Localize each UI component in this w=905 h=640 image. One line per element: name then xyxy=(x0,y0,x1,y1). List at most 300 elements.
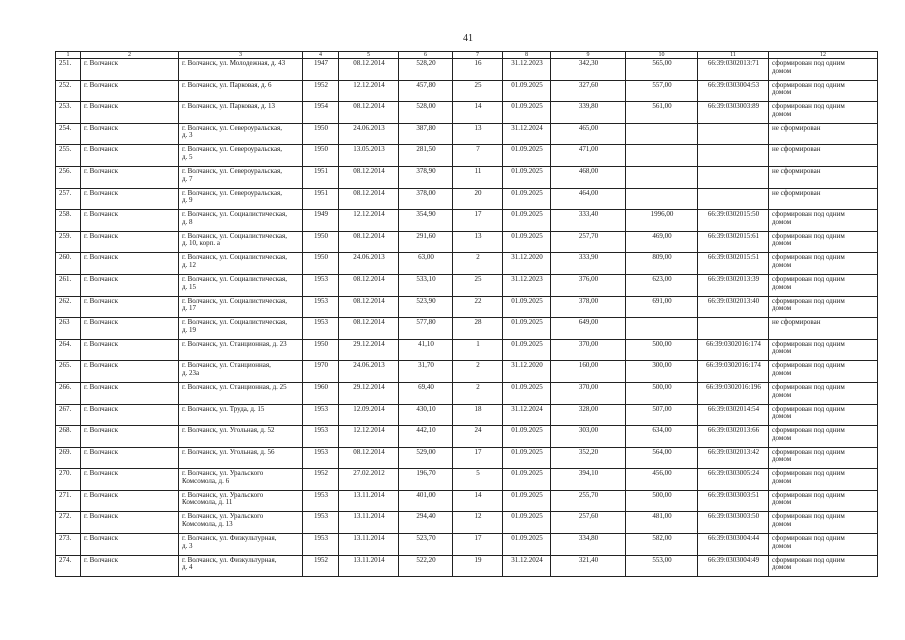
cell-row-number: 254. xyxy=(56,123,81,145)
cell-deadline: 01.09.2025 xyxy=(503,145,551,167)
cell-land-status: не сформирован xyxy=(769,188,878,210)
cell-date: 08.12.2014 xyxy=(339,166,399,188)
cell-row-number: 274. xyxy=(56,555,81,577)
cell-address: г. Волчанск, ул. Североуральская, д. 9 xyxy=(179,188,303,210)
cell-area: 577,80 xyxy=(399,318,453,340)
table-row xyxy=(56,253,878,275)
cell-locality: г. Волчанск xyxy=(81,80,179,102)
cell-row-number: 273. xyxy=(56,534,81,556)
cell-count: 18 xyxy=(453,404,503,426)
cell-locality: г. Волчанск xyxy=(81,555,179,577)
cell-deadline: 01.09.2025 xyxy=(503,339,551,361)
cell-date: 12.12.2014 xyxy=(339,426,399,448)
cell-count: 17 xyxy=(453,447,503,469)
cell-date: 13.11.2014 xyxy=(339,534,399,556)
column-header: 1 xyxy=(56,52,81,59)
cell-row-number: 251. xyxy=(56,59,81,81)
cell-amount: 342,30 xyxy=(551,59,626,81)
cell-locality: г. Волчанск xyxy=(81,318,179,340)
cell-year: 1952 xyxy=(303,469,339,491)
column-header: 7 xyxy=(453,52,503,59)
cell-cadastral-number xyxy=(698,123,769,145)
cell-deadline: 31.12.2024 xyxy=(503,555,551,577)
cell-land-area: 691,00 xyxy=(626,296,698,318)
cell-year: 1953 xyxy=(303,512,339,534)
cell-land-area: 507,00 xyxy=(626,404,698,426)
cell-row-number: 264. xyxy=(56,339,81,361)
cell-land-status: не сформирован xyxy=(769,123,878,145)
cell-address: г. Волчанск, ул. Социалистическая, д. 8 xyxy=(179,210,303,232)
cell-date: 13.11.2014 xyxy=(339,555,399,577)
cell-land-area: 565,00 xyxy=(626,59,698,81)
cell-row-number: 263 xyxy=(56,318,81,340)
cell-deadline: 31.12.2024 xyxy=(503,123,551,145)
cell-locality: г. Волчанск xyxy=(81,210,179,232)
cell-date: 12.12.2014 xyxy=(339,80,399,102)
cell-land-area: 500,00 xyxy=(626,382,698,404)
cell-amount: 255,70 xyxy=(551,490,626,512)
cell-locality: г. Волчанск xyxy=(81,231,179,253)
cell-area: 281,50 xyxy=(399,145,453,167)
column-header: 10 xyxy=(626,52,698,59)
cell-count: 24 xyxy=(453,426,503,448)
cell-address: г. Волчанск, ул. Парковая, д. 13 xyxy=(179,102,303,124)
cell-row-number: 267. xyxy=(56,404,81,426)
cell-year: 1953 xyxy=(303,426,339,448)
cell-year: 1950 xyxy=(303,231,339,253)
cell-area: 457,80 xyxy=(399,80,453,102)
cell-year: 1953 xyxy=(303,296,339,318)
table-row xyxy=(56,426,878,448)
cell-address: г. Волчанск, ул. Угольная, д. 56 xyxy=(179,447,303,469)
cell-count: 14 xyxy=(453,490,503,512)
cell-amount: 328,00 xyxy=(551,404,626,426)
cell-locality: г. Волчанск xyxy=(81,253,179,275)
cell-count: 17 xyxy=(453,534,503,556)
cell-area: 523,70 xyxy=(399,534,453,556)
cell-amount: 649,00 xyxy=(551,318,626,340)
cell-area: 31,70 xyxy=(399,361,453,383)
cell-count: 25 xyxy=(453,80,503,102)
cell-cadastral-number: 66:39:0303004:53 xyxy=(698,80,769,102)
cell-land-status: сформирован под одним домом xyxy=(769,447,878,469)
cell-locality: г. Волчанск xyxy=(81,59,179,81)
cell-count: 17 xyxy=(453,210,503,232)
cell-count: 7 xyxy=(453,145,503,167)
cell-land-status: сформирован под одним домом xyxy=(769,274,878,296)
cell-year: 1960 xyxy=(303,382,339,404)
table-row xyxy=(56,296,878,318)
cell-date: 08.12.2014 xyxy=(339,296,399,318)
cell-cadastral-number: 66:39:0302013:71 xyxy=(698,59,769,81)
cell-land-status: сформирован под одним домом xyxy=(769,296,878,318)
cell-date: 08.12.2014 xyxy=(339,102,399,124)
cell-land-status: сформирован под одним домом xyxy=(769,469,878,491)
cell-deadline: 01.09.2025 xyxy=(503,102,551,124)
cell-date: 08.12.2014 xyxy=(339,447,399,469)
cell-row-number: 266. xyxy=(56,382,81,404)
table-row xyxy=(56,231,878,253)
cell-date: 29.12.2014 xyxy=(339,339,399,361)
cell-locality: г. Волчанск xyxy=(81,512,179,534)
cell-address: г. Волчанск, ул. Социалистическая, д. 15 xyxy=(179,274,303,296)
table-row xyxy=(56,59,878,81)
cell-land-area: 500,00 xyxy=(626,339,698,361)
cell-locality: г. Волчанск xyxy=(81,296,179,318)
cell-land-status: сформирован под одним домом xyxy=(769,490,878,512)
cell-count: 14 xyxy=(453,102,503,124)
table-row xyxy=(56,318,878,340)
cell-locality: г. Волчанск xyxy=(81,145,179,167)
cell-land-area: 469,00 xyxy=(626,231,698,253)
cell-land-area: 564,00 xyxy=(626,447,698,469)
column-header: 12 xyxy=(769,52,878,59)
cell-date: 13.11.2014 xyxy=(339,490,399,512)
cell-land-area xyxy=(626,188,698,210)
cell-count: 25 xyxy=(453,274,503,296)
cell-amount: 333,90 xyxy=(551,253,626,275)
cell-deadline: 31.12.2023 xyxy=(503,59,551,81)
cell-amount: 321,40 xyxy=(551,555,626,577)
cell-land-status: сформирован под одним домом xyxy=(769,534,878,556)
cell-land-status: сформирован под одним домом xyxy=(769,382,878,404)
table-row xyxy=(56,80,878,102)
cell-year: 1953 xyxy=(303,274,339,296)
cell-area: 528,20 xyxy=(399,59,453,81)
cell-deadline: 31.12.2023 xyxy=(503,274,551,296)
table-row xyxy=(56,210,878,232)
cell-cadastral-number: 66:39:0302013:40 xyxy=(698,296,769,318)
cell-cadastral-number xyxy=(698,318,769,340)
cell-deadline: 01.09.2025 xyxy=(503,296,551,318)
column-header: 4 xyxy=(303,52,339,59)
cell-locality: г. Волчанск xyxy=(81,274,179,296)
cell-locality: г. Волчанск xyxy=(81,166,179,188)
cell-land-status: сформирован под одним домом xyxy=(769,339,878,361)
cell-address: г. Волчанск, ул. Молодежная, д. 43 xyxy=(179,59,303,81)
cell-area: 69,40 xyxy=(399,382,453,404)
table-row xyxy=(56,145,878,167)
cell-area: 41,10 xyxy=(399,339,453,361)
table-row xyxy=(56,512,878,534)
cell-deadline: 01.09.2025 xyxy=(503,231,551,253)
cell-cadastral-number: 66:39:0302015:51 xyxy=(698,253,769,275)
cell-count: 5 xyxy=(453,469,503,491)
cell-cadastral-number: 66:39:0303004:44 xyxy=(698,534,769,556)
cell-locality: г. Волчанск xyxy=(81,102,179,124)
cell-date: 08.12.2014 xyxy=(339,59,399,81)
cell-land-area: 500,00 xyxy=(626,490,698,512)
cell-cadastral-number: 66:39:0302013:42 xyxy=(698,447,769,469)
cell-year: 1953 xyxy=(303,318,339,340)
cell-cadastral-number: 66:39:0303003:51 xyxy=(698,490,769,512)
cell-deadline: 31.12.2024 xyxy=(503,404,551,426)
column-header: 2 xyxy=(81,52,179,59)
cell-land-area xyxy=(626,318,698,340)
cell-land-area: 481,00 xyxy=(626,512,698,534)
cell-count: 19 xyxy=(453,555,503,577)
cell-land-status: не сформирован xyxy=(769,145,878,167)
cell-land-status: сформирован под одним домом xyxy=(769,210,878,232)
cell-locality: г. Волчанск xyxy=(81,382,179,404)
table-row xyxy=(56,166,878,188)
cell-count: 20 xyxy=(453,188,503,210)
cell-cadastral-number: 66:39:0302016:196 xyxy=(698,382,769,404)
cell-deadline: 01.09.2025 xyxy=(503,188,551,210)
table-row xyxy=(56,404,878,426)
cell-area: 378,90 xyxy=(399,166,453,188)
cell-date: 12.12.2014 xyxy=(339,210,399,232)
cell-land-area: 809,00 xyxy=(626,253,698,275)
cell-date: 13.05.2013 xyxy=(339,145,399,167)
table-row xyxy=(56,188,878,210)
column-header: 6 xyxy=(399,52,453,59)
cell-row-number: 253. xyxy=(56,102,81,124)
cell-land-area: 582,00 xyxy=(626,534,698,556)
cell-address: г. Волчанск, ул. Североуральская, д. 5 xyxy=(179,145,303,167)
cell-land-status: сформирован под одним домом xyxy=(769,512,878,534)
cell-address: г. Волчанск, ул. Физкультурная, д. 4 xyxy=(179,555,303,577)
column-number-row xyxy=(56,52,878,59)
cell-date: 08.12.2014 xyxy=(339,231,399,253)
cell-date: 08.12.2014 xyxy=(339,318,399,340)
cell-land-status: сформирован под одним домом xyxy=(769,231,878,253)
cell-area: 430,10 xyxy=(399,404,453,426)
cell-amount: 352,20 xyxy=(551,447,626,469)
table-row xyxy=(56,123,878,145)
cell-amount: 160,00 xyxy=(551,361,626,383)
cell-year: 1950 xyxy=(303,253,339,275)
cell-deadline: 01.09.2025 xyxy=(503,490,551,512)
cell-amount: 303,00 xyxy=(551,426,626,448)
cell-count: 28 xyxy=(453,318,503,340)
cell-row-number: 271. xyxy=(56,490,81,512)
cell-amount: 471,00 xyxy=(551,145,626,167)
table-row xyxy=(56,469,878,491)
cell-row-number: 256. xyxy=(56,166,81,188)
cell-deadline: 01.09.2025 xyxy=(503,447,551,469)
cell-deadline: 01.09.2025 xyxy=(503,80,551,102)
cell-cadastral-number: 66:39:0303004:49 xyxy=(698,555,769,577)
cell-year: 1951 xyxy=(303,188,339,210)
cell-amount: 257,60 xyxy=(551,512,626,534)
cell-locality: г. Волчанск xyxy=(81,339,179,361)
cell-land-area xyxy=(626,123,698,145)
table-row xyxy=(56,447,878,469)
page-number: 41 xyxy=(463,33,473,44)
housing-register-table xyxy=(55,51,878,577)
cell-address: г. Волчанск, ул. Станционная, д. 23 xyxy=(179,339,303,361)
cell-address: г. Волчанск, ул. Североуральская, д. 7 xyxy=(179,166,303,188)
cell-deadline: 01.09.2025 xyxy=(503,210,551,232)
cell-date: 08.12.2014 xyxy=(339,188,399,210)
table-row xyxy=(56,534,878,556)
cell-address: г. Волчанск, ул. Труда, д. 15 xyxy=(179,404,303,426)
cell-locality: г. Волчанск xyxy=(81,426,179,448)
cell-row-number: 272. xyxy=(56,512,81,534)
table-row xyxy=(56,361,878,383)
cell-year: 1954 xyxy=(303,102,339,124)
cell-cadastral-number xyxy=(698,166,769,188)
cell-area: 196,70 xyxy=(399,469,453,491)
cell-date: 24.06.2013 xyxy=(339,361,399,383)
cell-land-status: сформирован под одним домом xyxy=(769,555,878,577)
cell-row-number: 270. xyxy=(56,469,81,491)
cell-year: 1970 xyxy=(303,361,339,383)
cell-address: г. Волчанск, ул. Уральского Комсомола, д. 11 xyxy=(179,490,303,512)
cell-row-number: 257. xyxy=(56,188,81,210)
cell-area: 291,60 xyxy=(399,231,453,253)
cell-land-area: 634,00 xyxy=(626,426,698,448)
cell-cadastral-number: 66:39:0302015:50 xyxy=(698,210,769,232)
cell-date: 27.02.2012 xyxy=(339,469,399,491)
cell-deadline: 01.09.2025 xyxy=(503,382,551,404)
cell-count: 13 xyxy=(453,231,503,253)
cell-land-status: сформирован под одним домом xyxy=(769,253,878,275)
cell-date: 12.09.2014 xyxy=(339,404,399,426)
table-row xyxy=(56,339,878,361)
cell-address: г. Волчанск, ул. Угольная, д. 52 xyxy=(179,426,303,448)
cell-land-area: 456,00 xyxy=(626,469,698,491)
cell-row-number: 260. xyxy=(56,253,81,275)
column-header: 5 xyxy=(339,52,399,59)
cell-address: г. Волчанск, ул. Станционная, д. 23а xyxy=(179,361,303,383)
cell-count: 1 xyxy=(453,339,503,361)
cell-count: 2 xyxy=(453,361,503,383)
cell-land-status: сформирован под одним домом xyxy=(769,426,878,448)
table-row xyxy=(56,102,878,124)
cell-cadastral-number: 66:39:0303003:89 xyxy=(698,102,769,124)
cell-area: 63,00 xyxy=(399,253,453,275)
cell-address: г. Волчанск, ул. Физкультурная, д. 3 xyxy=(179,534,303,556)
column-header: 8 xyxy=(503,52,551,59)
cell-row-number: 261. xyxy=(56,274,81,296)
cell-amount: 333,40 xyxy=(551,210,626,232)
cell-land-status: сформирован под одним домом xyxy=(769,59,878,81)
cell-deadline: 01.09.2025 xyxy=(503,166,551,188)
cell-count: 2 xyxy=(453,382,503,404)
cell-count: 12 xyxy=(453,512,503,534)
cell-amount: 334,80 xyxy=(551,534,626,556)
cell-locality: г. Волчанск xyxy=(81,469,179,491)
cell-address: г. Волчанск, ул. Уральского Комсомола, д. 6 xyxy=(179,469,303,491)
cell-land-status: не сформирован xyxy=(769,318,878,340)
cell-cadastral-number: 66:39:0302013:66 xyxy=(698,426,769,448)
cell-cadastral-number xyxy=(698,145,769,167)
cell-area: 354,90 xyxy=(399,210,453,232)
cell-deadline: 01.09.2025 xyxy=(503,426,551,448)
cell-year: 1950 xyxy=(303,123,339,145)
cell-deadline: 01.09.2025 xyxy=(503,469,551,491)
cell-year: 1949 xyxy=(303,210,339,232)
cell-amount: 394,10 xyxy=(551,469,626,491)
cell-count: 16 xyxy=(453,59,503,81)
cell-deadline: 01.09.2025 xyxy=(503,534,551,556)
table-row xyxy=(56,382,878,404)
cell-locality: г. Волчанск xyxy=(81,534,179,556)
cell-land-area: 561,00 xyxy=(626,102,698,124)
cell-area: 378,00 xyxy=(399,188,453,210)
cell-locality: г. Волчанск xyxy=(81,404,179,426)
cell-amount: 376,00 xyxy=(551,274,626,296)
table-row xyxy=(56,555,878,577)
cell-cadastral-number xyxy=(698,188,769,210)
cell-amount: 378,00 xyxy=(551,296,626,318)
cell-amount: 370,00 xyxy=(551,382,626,404)
cell-year: 1953 xyxy=(303,447,339,469)
cell-date: 29.12.2014 xyxy=(339,382,399,404)
cell-count: 22 xyxy=(453,296,503,318)
column-header: 9 xyxy=(551,52,626,59)
cell-year: 1950 xyxy=(303,145,339,167)
cell-cadastral-number: 66:39:0302016:174 xyxy=(698,339,769,361)
cell-land-status: сформирован под одним домом xyxy=(769,80,878,102)
cell-count: 2 xyxy=(453,253,503,275)
cell-row-number: 269. xyxy=(56,447,81,469)
cell-row-number: 262. xyxy=(56,296,81,318)
cell-area: 533,10 xyxy=(399,274,453,296)
cell-cadastral-number: 66:39:0302013:39 xyxy=(698,274,769,296)
cell-address: г. Волчанск, ул. Социалистическая, д. 10, корп. а xyxy=(179,231,303,253)
cell-area: 401,00 xyxy=(399,490,453,512)
cell-year: 1951 xyxy=(303,166,339,188)
cell-land-status: не сформирован xyxy=(769,166,878,188)
cell-area: 522,20 xyxy=(399,555,453,577)
cell-area: 523,90 xyxy=(399,296,453,318)
cell-cadastral-number: 66:39:0302015:61 xyxy=(698,231,769,253)
cell-amount: 257,70 xyxy=(551,231,626,253)
cell-amount: 468,00 xyxy=(551,166,626,188)
cell-row-number: 252. xyxy=(56,80,81,102)
cell-amount: 339,80 xyxy=(551,102,626,124)
cell-area: 528,00 xyxy=(399,102,453,124)
table-row xyxy=(56,274,878,296)
column-header: 3 xyxy=(179,52,303,59)
cell-deadline: 31.12.2020 xyxy=(503,253,551,275)
cell-land-area: 557,00 xyxy=(626,80,698,102)
cell-area: 529,00 xyxy=(399,447,453,469)
cell-address: г. Волчанск, ул. Социалистическая, д. 12 xyxy=(179,253,303,275)
cell-land-area: 300,00 xyxy=(626,361,698,383)
cell-amount: 327,60 xyxy=(551,80,626,102)
cell-row-number: 265. xyxy=(56,361,81,383)
cell-date: 24.06.2013 xyxy=(339,123,399,145)
cell-date: 08.12.2014 xyxy=(339,274,399,296)
cell-address: г. Волчанск, ул. Североуральская, д. 3 xyxy=(179,123,303,145)
cell-address: г. Волчанск, ул. Социалистическая, д. 19 xyxy=(179,318,303,340)
cell-land-area xyxy=(626,145,698,167)
cell-land-area: 1996,00 xyxy=(626,210,698,232)
cell-row-number: 258. xyxy=(56,210,81,232)
cell-locality: г. Волчанск xyxy=(81,188,179,210)
cell-year: 1950 xyxy=(303,339,339,361)
cell-address: г. Волчанск, ул. Станционная, д. 25 xyxy=(179,382,303,404)
cell-address: г. Волчанск, ул. Парковая, д. 6 xyxy=(179,80,303,102)
cell-amount: 464,00 xyxy=(551,188,626,210)
cell-row-number: 259. xyxy=(56,231,81,253)
cell-cadastral-number: 66:39:0303005:24 xyxy=(698,469,769,491)
cell-deadline: 01.09.2025 xyxy=(503,318,551,340)
cell-locality: г. Волчанск xyxy=(81,123,179,145)
cell-land-status: сформирован под одним домом xyxy=(769,404,878,426)
cell-deadline: 31.12.2020 xyxy=(503,361,551,383)
column-header: 11 xyxy=(698,52,769,59)
cell-area: 387,80 xyxy=(399,123,453,145)
cell-year: 1952 xyxy=(303,555,339,577)
cell-row-number: 255. xyxy=(56,145,81,167)
table-row xyxy=(56,490,878,512)
cell-year: 1953 xyxy=(303,534,339,556)
